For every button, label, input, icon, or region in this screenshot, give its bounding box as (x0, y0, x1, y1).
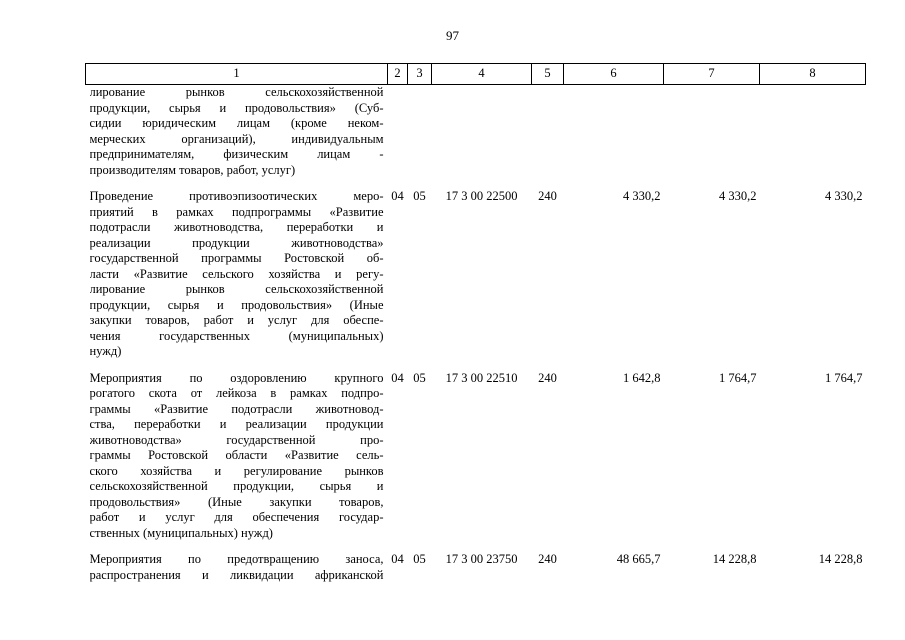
row-spacer (86, 541, 866, 552)
amount-col-6 (564, 85, 664, 179)
section-code (388, 85, 408, 179)
table-row (86, 371, 866, 542)
amount-col-8 (760, 85, 866, 179)
target-article-code: 17 3 00 22500 (445, 189, 518, 203)
description-line: ского хозяйства и регулирование рынков (89, 463, 384, 478)
description-line: производителям товаров, работ, услуг) (89, 162, 296, 177)
header-col-3: 3 (408, 64, 432, 85)
section-code: 04 (391, 189, 404, 203)
description-line: ственных (муниципальных) нужд) (89, 525, 273, 540)
description-line: закупки товаров, работ и услуг для обеспе- (89, 313, 384, 327)
subsection-code: 05 (413, 189, 426, 203)
budget-table (85, 63, 866, 583)
description-line: чения государственных (муниципальных) (89, 328, 384, 343)
description-line: ласти «Развитие сельского хозяйства и регу- (89, 266, 384, 281)
amount-col-7: 4 330,2 (719, 189, 757, 203)
description-line: реализации продукции животноводства» (89, 235, 384, 250)
row-description (86, 189, 388, 360)
header-col-2: 2 (388, 64, 408, 85)
description-line: Мероприятия по предотвращению заноса, (89, 552, 384, 566)
target-article-code (432, 85, 532, 179)
header-col-8: 8 (760, 64, 866, 85)
amount-col-7: 1 764,7 (719, 370, 757, 385)
description-line: продукции, сырья и продовольствия» (Суб- (89, 100, 384, 115)
description-line: продовольствия» (Иные закупки товаров, (89, 494, 384, 509)
section-code: 04 (391, 370, 404, 385)
description-line: приятий в рамках подпрограммы «Развитие (89, 204, 384, 219)
table-row (86, 85, 866, 179)
description-line: лирование рынков сельскохозяйственной (89, 282, 384, 296)
header-col-4: 4 (432, 64, 532, 85)
description-line: сельскохозяйственной продукции, сырья и (89, 479, 384, 493)
page-number: 97 (446, 28, 459, 43)
amount-col-8: 4 330,2 (825, 189, 863, 203)
expense-type-code: 240 (538, 552, 557, 566)
table-body (86, 85, 866, 584)
row-spacer (86, 360, 866, 371)
amount-col-8: 1 764,7 (825, 370, 863, 385)
description-line: животноводства» государственной про- (89, 432, 384, 447)
row-spacer (86, 178, 866, 189)
target-article-code: 17 3 00 23750 (445, 552, 518, 566)
table-row (86, 552, 866, 583)
expense-type-code: 240 (538, 189, 557, 203)
header-col-6: 6 (564, 64, 664, 85)
header-col-5: 5 (532, 64, 564, 85)
description-line: Мероприятия по оздоровлению крупного (89, 370, 384, 385)
description-line: Проведение противоэпизоотических меро- (89, 189, 384, 203)
amount-col-8: 14 228,8 (818, 552, 863, 566)
description-line: нужд) (89, 344, 122, 358)
description-line: работ и услуг для обеспечения государ- (89, 510, 384, 524)
row-description (86, 552, 388, 583)
expense-type-code: 240 (538, 370, 557, 385)
description-line: продукции, сырья и продовольствия» (Иные (89, 297, 384, 312)
header-row (86, 64, 866, 85)
description-line: ства, переработки и реализации продукции (89, 417, 384, 431)
section-code: 04 (391, 552, 404, 566)
subsection-code (408, 85, 432, 179)
header-col-1: 1 (86, 64, 388, 85)
description-line: граммы «Развитие подотрасли животновод- (89, 401, 384, 416)
row-description (86, 85, 388, 179)
amount-col-7: 14 228,8 (712, 552, 757, 566)
description-line: государственной программы Ростовской об- (89, 251, 384, 265)
amount-col-6: 4 330,2 (623, 189, 661, 203)
description-line: лирование рынков сельскохозяйственной (89, 85, 384, 99)
description-line: предпринимателям, физическим лицам - (89, 147, 384, 161)
description-line: мерческих организаций), индивидуальным (89, 131, 384, 146)
target-article-code: 17 3 00 22510 (445, 370, 518, 385)
subsection-code: 05 (413, 370, 426, 385)
expense-type-code (532, 85, 564, 179)
table-row (86, 189, 866, 360)
amount-col-7 (664, 85, 760, 179)
subsection-code: 05 (413, 552, 426, 566)
description-line: подотрасли животноводства, переработки и (89, 220, 384, 234)
amount-col-6: 1 642,8 (623, 370, 661, 385)
header-col-7: 7 (664, 64, 760, 85)
description-line: распространения и ликвидации африканской (89, 567, 384, 582)
row-description (86, 371, 388, 542)
description-line: рогатого скота от лейкоза в рамках подпро- (89, 386, 384, 400)
amount-col-6: 48 665,7 (616, 552, 661, 566)
description-line: граммы Ростовской области «Развитие сель- (89, 448, 384, 462)
description-line: сидии юридическим лицам (кроме неком- (89, 116, 384, 130)
